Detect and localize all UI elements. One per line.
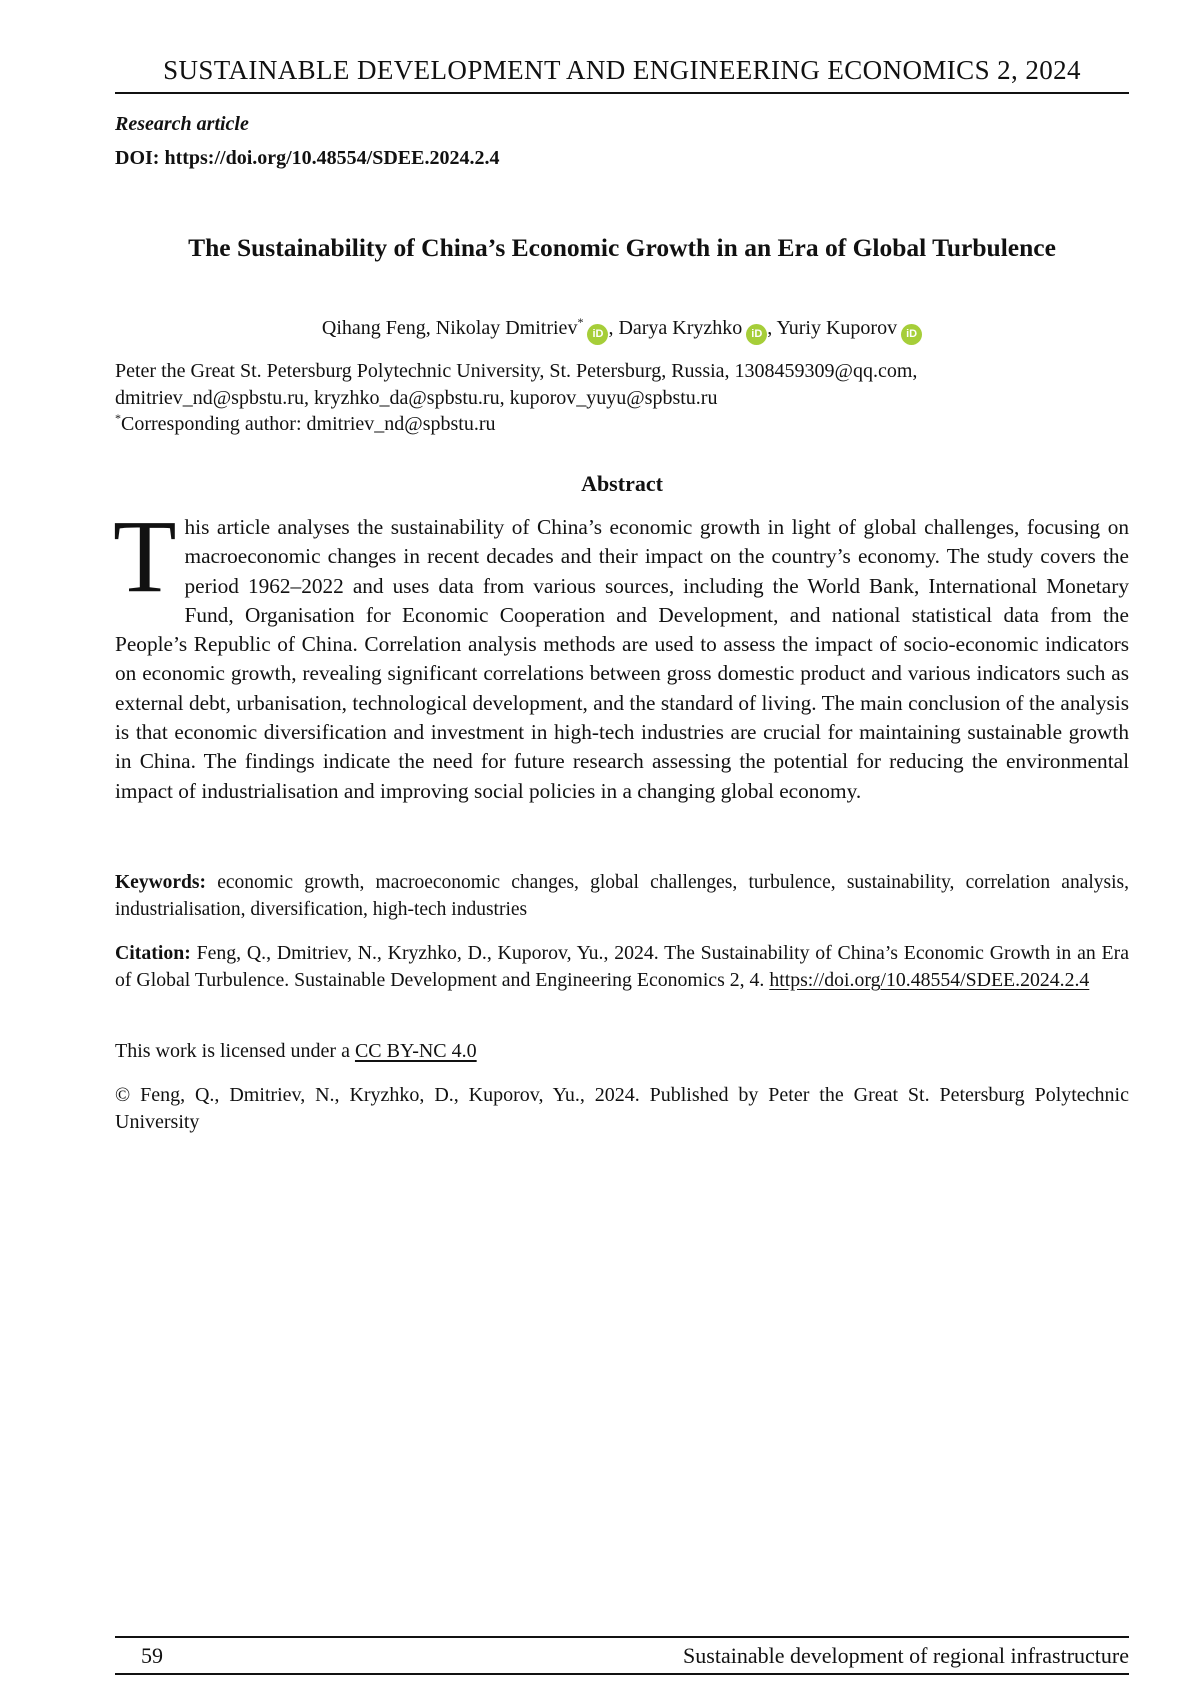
header-rule (115, 92, 1129, 94)
license-link[interactable]: CC BY-NC 4.0 (354, 1040, 477, 1062)
license (115, 1038, 477, 1064)
author-kuporov: , Yuriy Kuporov (767, 317, 898, 339)
copyright: © Feng, Q., Dmitriev, N., Kryzhko, D., Kuporov, Yu., 2024. Published by Peter the Great St. Petersburg Polytechnic University (115, 1084, 1129, 1133)
corresponding-mark: * (577, 315, 584, 329)
footer-rule (115, 1673, 1129, 1675)
citation-label: Citation: (115, 942, 191, 964)
corresponding-author (115, 411, 1129, 438)
keywords-label: Keywords: (115, 872, 206, 893)
author-feng: Qihang Feng, (321, 317, 436, 339)
orcid-icon[interactable]: iD (901, 324, 922, 345)
author-list (115, 315, 1129, 345)
footer-section-title: Sustainable development of regional infrastructure (683, 1643, 1129, 1668)
license-text: This work is licensed under a (115, 1040, 355, 1062)
author-dmitriev: Nikolay Dmitriev (435, 317, 578, 339)
keywords (115, 870, 1129, 923)
author-kryzhko: , Darya Kryzhko (608, 317, 743, 339)
doi-line[interactable]: DOI: https://doi.org/10.48554/SDEE.2024.2.4 (115, 147, 500, 169)
abstract-heading: Abstract (581, 471, 663, 496)
journal-header: SUSTAINABLE DEVELOPMENT AND ENGINEERING ECONOMICS 2, 2024 (163, 55, 1081, 85)
article-title: The Sustainability of China’s Economic Growth in an Era of Global Turbulence (188, 233, 1056, 262)
keywords-text: economic growth, macroeconomic changes, global challenges, turbulence, sustainability, correlation analysis, industrialisation, diversification, high-tech industries (115, 872, 1129, 920)
affiliation-block (115, 358, 1129, 438)
article-type: Research article (115, 113, 249, 135)
affiliation-emails: dmitriev_nd@spbstu.ru, kryzhko_da@spbstu.ru, kuporov_yuyu@spbstu.ru (115, 386, 718, 409)
corresponding-author-text: Corresponding author: dmitriev_nd@spbstu.ru (121, 413, 496, 435)
paper-page (115, 0, 1129, 1697)
drop-cap: T (113, 499, 177, 614)
corresponding-mark: * (115, 411, 121, 425)
page-number: 59 (141, 1643, 163, 1668)
footer-rule (115, 1636, 1129, 1638)
citation-text: Feng, Q., Dmitriev, N., Kryzhko, D., Kuporov, Yu., 2024. The Sustainability of China’s Economic Growth in an Era of Global Turbulence. Sustainable Development and Engineering Economics 2, 4. (115, 942, 1129, 991)
abstract-text: his article analyses the sustainability of China’s economic growth in light of global challenges, focusing on macroeconomic changes in recent decades and their impact on the country’s economy. The study covers the period 1962–2022 and uses data from various sources, including the World Bank, International Monetary Fund, Organisation for Economic Cooperation and Development, and national statistical data from the People’s Republic of China. Correlation analysis methods are used to assess the impact of socio-economic indicators on economic growth, revealing significant correlations between gross domestic product and various indicators such as external debt, urbanisation, technological development, and the standard of living. The main conclusion of the analysis is that economic diversification and investment in high-tech industries are crucial for maintaining sustainable growth in China. The findings indicate the need for future research assessing the potential for reducing the environmental impact of industrialisation and improving social policies in a changing global economy. (115, 515, 1129, 803)
citation (115, 940, 1129, 994)
affiliation-line: Peter the Great St. Petersburg Polytechnic University, St. Petersburg, Russia, 1308459309@qq.com, (115, 360, 918, 382)
orcid-icon[interactable]: iD (587, 324, 608, 345)
citation-doi-link[interactable]: https://doi.org/10.48554/SDEE.2024.2.4 (769, 969, 1090, 991)
abstract-body (113, 499, 1129, 806)
orcid-icon[interactable]: iD (746, 324, 767, 345)
